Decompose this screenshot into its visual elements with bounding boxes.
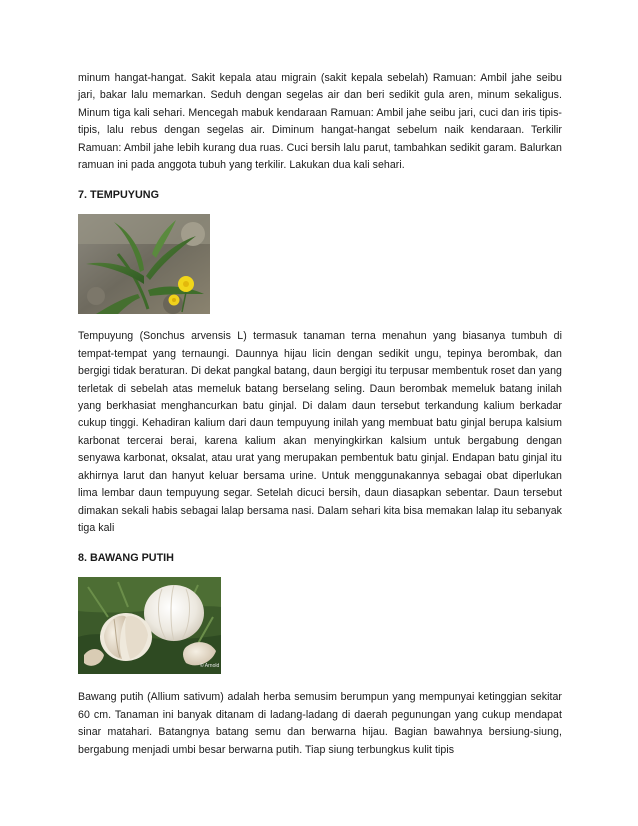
tempuyung-description: Tempuyung (Sonchus arvensis L) termasuk tanaman terna menahun yang biasanya tumbuh di tempat-tempat yang ternaungi. Daunnya hijau licin dengan sedikit ungu, tepinya berombak, dan bergigi tidak beraturan. Di dekat pangkal batang, daun bergigi itu terpusar membentuk roset dan yang terletak di sebelah atas memeluk batang berselang seling. Daun berombak memeluk batang inilah yang berkhasiat menghancurkan batu ginjal. Di dalam daun tersebut terkandung kalium berkadar cukup tinggi. Kehadiran kalium dari daun tempuyung inilah yang membuat batu ginjal berupa kalsium karbonat tercerai berai, karena kalium akan menyingkirkan kalsium untuk bergabung dengan senyawa karbonat, oksalat, atau urat yang merupakan pembentuk batu ginjal. Endapan batu ginjal itu akhirnya larut dan hanyut keluar bersama urine. Untuk menggunakannya sebagai obat diperlukan lima lembar daun tempuyung segar. Setelah dicuci bersih, daun diasapkan sebentar. Daun tersebut dimakan sekali habis sebagai lalap bersama nasi. Dalam sehari kita bisa memakan lalap itu sebanyak tiga kali [78,330,562,534]
tempuyung-plant-photo [78,214,210,314]
intro-paragraph: minum hangat-hangat. Sakit kepala atau migrain (sakit kepala sebelah) Ramuan: Ambil jahe seibu jari, bakar lalu memarkan. Seduh dengan segelas air dan beri sedikit gula aren, minum sekaligus. Minum tiga kali sehari. Mencegah mabuk kendaraan Ramuan: Ambil jahe seibu jari, cuci dan iris tipis-tipis, lalu rebus dengan segelas air. Diminum hangat-hangat sebelum naik kendaraan. Terkilir Ramuan: Ambil jahe lebih kurang dua ruas. Cuci bersih lalu parut, tambahkan sedikit garam. Balurkan ramuan ini pada anggota tubuh yang terkilir. Lakukan dua kali sehari. [78,72,562,172]
section-heading-tempuyung: 7. TEMPUYUNG [78,189,159,202]
section-heading-bawang-putih: 8. BAWANG PUTIH [78,552,174,565]
document-page [78,70,562,759]
photo-credit: © Arnold [200,663,220,670]
garlic-bulbs-photo [78,577,221,674]
bawang-putih-description: Bawang putih (Allium sativum) adalah herba semusim berumpun yang mempunyai ketinggian sekitar 60 cm. Tanaman ini banyak ditanam di ladang-ladang di daerah pegunungan yang cukup mendapat sinar matahari. Batangnya batang semu dan berwarna hijau. Bagian bawahnya bersiung-siung, bergabung menjadi umbi besar berwarna putih. Tiap siung terbungkus kulit tipis [78,691,562,756]
